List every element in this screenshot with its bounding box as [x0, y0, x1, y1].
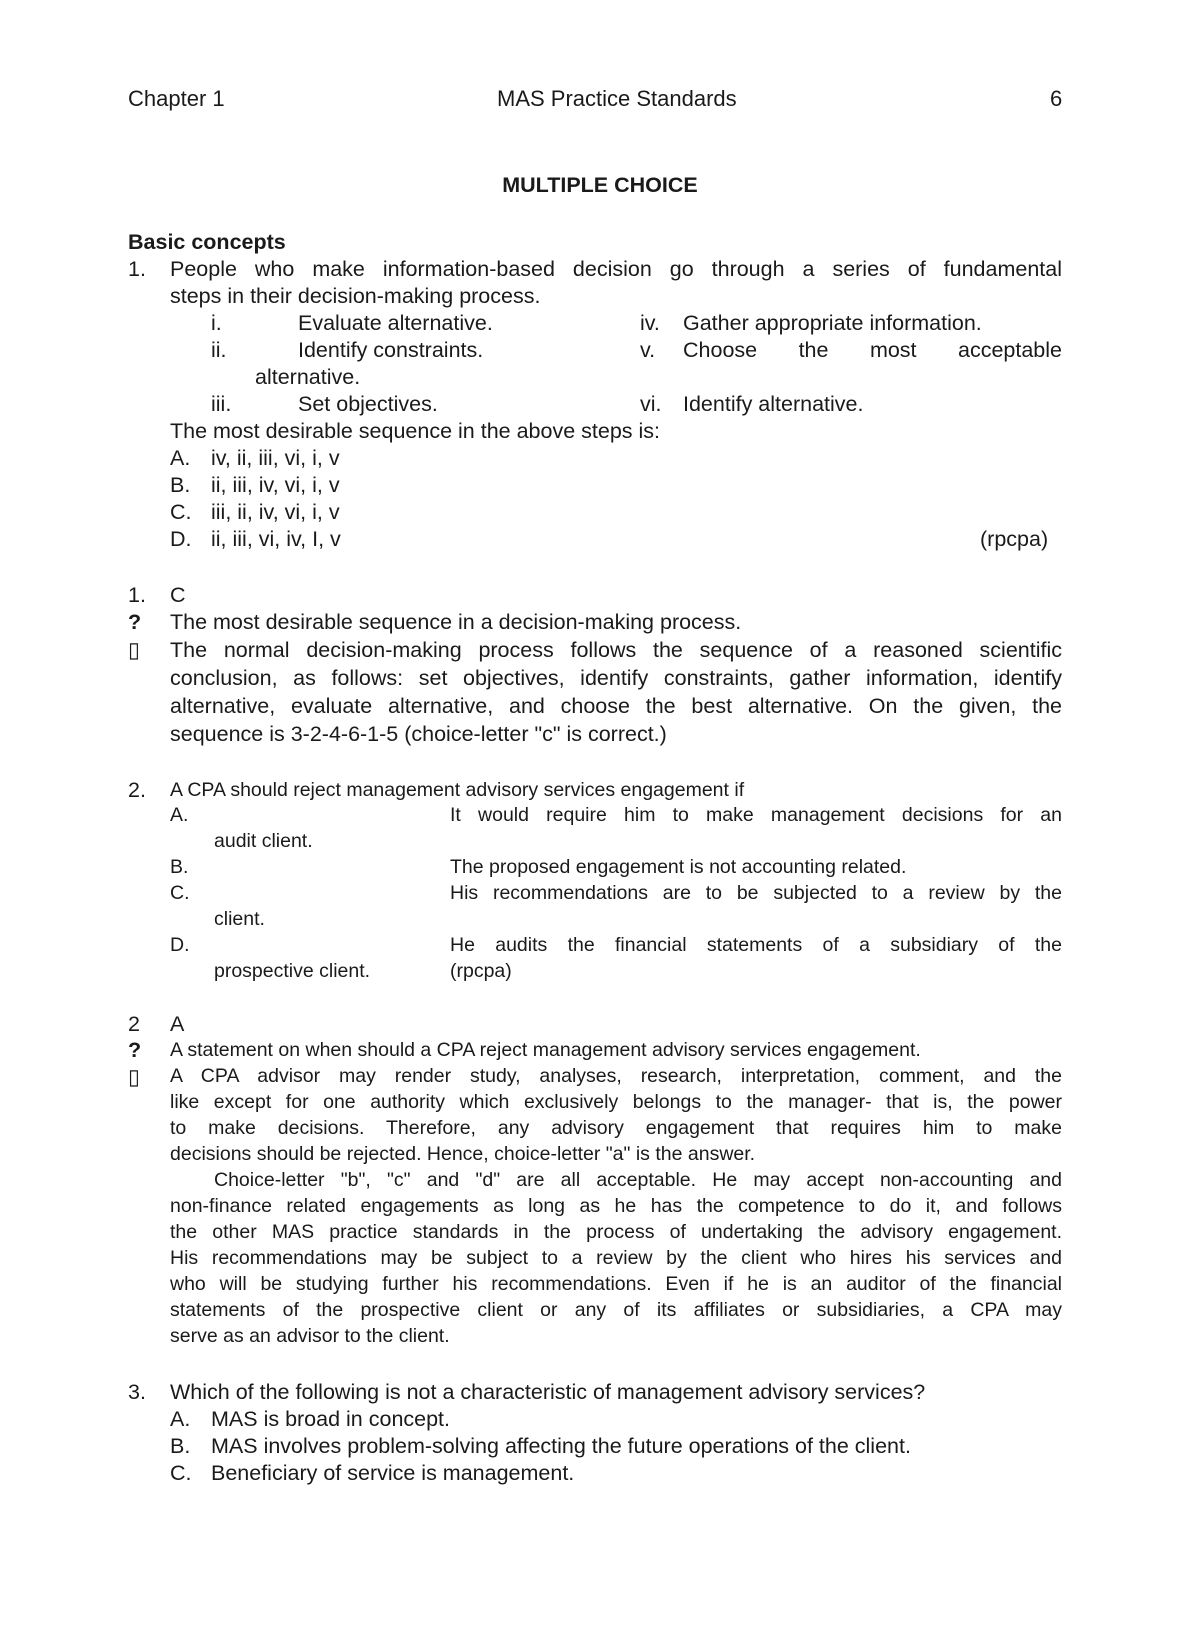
q1-option-text: iii, ii, iv, vi, i, v — [211, 500, 340, 524]
q1-step-v-cont: alternative. — [255, 365, 361, 389]
q1-option-text: ii, iii, vi, iv, I, v — [211, 527, 341, 551]
q1-step-text: Evaluate alternative. — [298, 311, 493, 335]
question-mark-icon: ? — [128, 1038, 142, 1062]
q1-step-num: ii. — [211, 338, 227, 362]
explanation-marker-icon: ▯ — [128, 638, 140, 662]
q1-step-text: Set objectives. — [298, 392, 438, 416]
a2-question: A statement on when should a CPA reject management advisory services engagement. — [170, 1039, 921, 1061]
a1-explanation-line: conclusion, as follows: set objectives, identify constraints, gather information, identify — [170, 666, 1062, 690]
explanation-marker-icon: ▯ — [128, 1065, 140, 1089]
a1-explanation-line: The normal decision-making process follows the sequence of a reasoned scientific — [170, 638, 1062, 662]
q3-number: 3. — [128, 1380, 146, 1404]
a2-paragraph2-line: statements of the prospective client or any of its affiliates or subsidiaries, a CPA may — [170, 1299, 1062, 1321]
chapter-label: Chapter 1 — [128, 86, 225, 111]
q1-step-num: iv. — [640, 311, 660, 335]
q2-stem: A CPA should reject management advisory services engagement if — [170, 779, 745, 801]
q2-option-letter: C. — [170, 882, 190, 904]
q2-option-text: It would require him to make management decisions for an — [450, 804, 1062, 826]
q1-number: 1. — [128, 257, 146, 281]
q2-option-cont: client. — [214, 908, 265, 930]
a2-explanation-line: like except for one authority which exclusively belongs to the manager- that is, the power — [170, 1091, 1062, 1113]
q3-option-text: MAS is broad in concept. — [211, 1407, 451, 1431]
a1-answer: C — [170, 583, 186, 607]
section-title: MULTIPLE CHOICE — [502, 173, 698, 197]
a2-explanation-line: decisions should be rejected. Hence, choice-letter "a" is the answer. — [170, 1143, 756, 1165]
q1-option-letter: C. — [170, 500, 192, 524]
q1-option-text: iv, ii, iii, vi, i, v — [211, 446, 340, 470]
q2-source: (rpcpa) — [450, 960, 512, 982]
a1-explanation-line: sequence is 3-2-4-6-1-5 (choice-letter "c" is correct.) — [170, 722, 667, 746]
question-mark-icon: ? — [128, 610, 142, 634]
q1-stem-line2: steps in their decision-making process. — [170, 284, 541, 308]
q1-step-num: iii. — [211, 392, 232, 416]
a2-paragraph2-line: the other MAS practice standards in the process of undertaking the advisory engagement. — [170, 1221, 1062, 1243]
q3-option-text: Beneficiary of service is management. — [211, 1461, 575, 1485]
page-number: 6 — [1050, 86, 1063, 111]
a2-paragraph2-line: His recommendations may be subject to a review by the client who hires his services and — [170, 1247, 1062, 1269]
q3-option-text: MAS involves problem-solving affecting the future operations of the client. — [211, 1434, 911, 1458]
q2-option-letter: A. — [170, 804, 189, 826]
q2-option-cont: audit client. — [214, 830, 313, 852]
q1-step-num: v. — [640, 338, 656, 362]
q2-option-text: He audits the financial statements of a subsidiary of the — [450, 934, 1062, 956]
q1-step-text: Identify alternative. — [683, 392, 864, 416]
a2-paragraph2-line: non-finance related engagements as long as he has the competence to do it, and follows — [170, 1195, 1062, 1217]
subsection-title: Basic concepts — [128, 230, 286, 254]
q2-option-letter: B. — [170, 856, 189, 878]
q2-option-text: The proposed engagement is not accounting related. — [450, 856, 907, 878]
q1-source: (rpcpa) — [980, 527, 1049, 551]
q1-prompt: The most desirable sequence in the above steps is: — [170, 419, 661, 443]
a2-paragraph2-line: Choice-letter "b", "c" and "d" are all acceptable. He may accept non-accounting and — [214, 1169, 1062, 1191]
q2-option-text: His recommendations are to be subjected to a review by the — [450, 882, 1062, 904]
a2-explanation-line: to make decisions. Therefore, any advisory engagement that requires him to make — [170, 1117, 1062, 1139]
q2-number: 2. — [128, 778, 146, 802]
q3-option-letter: A. — [170, 1407, 191, 1431]
a2-paragraph2-line: serve as an advisor to the client. — [170, 1325, 450, 1347]
q3-option-letter: B. — [170, 1434, 191, 1458]
q2-option-cont: prospective client. — [214, 960, 371, 982]
q2-option-letter: D. — [170, 934, 190, 956]
q1-option-text: ii, iii, iv, vi, i, v — [211, 473, 340, 497]
q1-step-text: Choose the most acceptable — [683, 338, 1062, 362]
q1-option-letter: A. — [170, 446, 191, 470]
running-title: MAS Practice Standards — [497, 86, 737, 111]
a2-paragraph2-line: who will be studying further his recommendations. Even if he is an auditor of the financial — [170, 1273, 1062, 1295]
a2-answer: A — [170, 1012, 185, 1036]
a2-number: 2 — [128, 1012, 140, 1036]
q3-stem: Which of the following is not a characteristic of management advisory services? — [170, 1380, 926, 1404]
q1-step-text: Identify constraints. — [298, 338, 484, 362]
a1-number: 1. — [128, 583, 146, 607]
q1-option-letter: D. — [170, 527, 192, 551]
q1-step-text: Gather appropriate information. — [683, 311, 982, 335]
q1-option-letter: B. — [170, 473, 191, 497]
a2-explanation-line: A CPA advisor may render study, analyses, research, interpretation, comment, and the — [170, 1065, 1062, 1087]
a1-question: The most desirable sequence in a decision-making process. — [170, 610, 742, 634]
a1-explanation-line: alternative, evaluate alternative, and choose the best alternative. On the given, the — [170, 694, 1062, 718]
q1-step-num: vi. — [640, 392, 662, 416]
q1-stem-line1: People who make information-based decision go through a series of fundamental — [170, 257, 1062, 281]
q3-option-letter: C. — [170, 1461, 192, 1485]
q1-step-num: i. — [211, 311, 222, 335]
